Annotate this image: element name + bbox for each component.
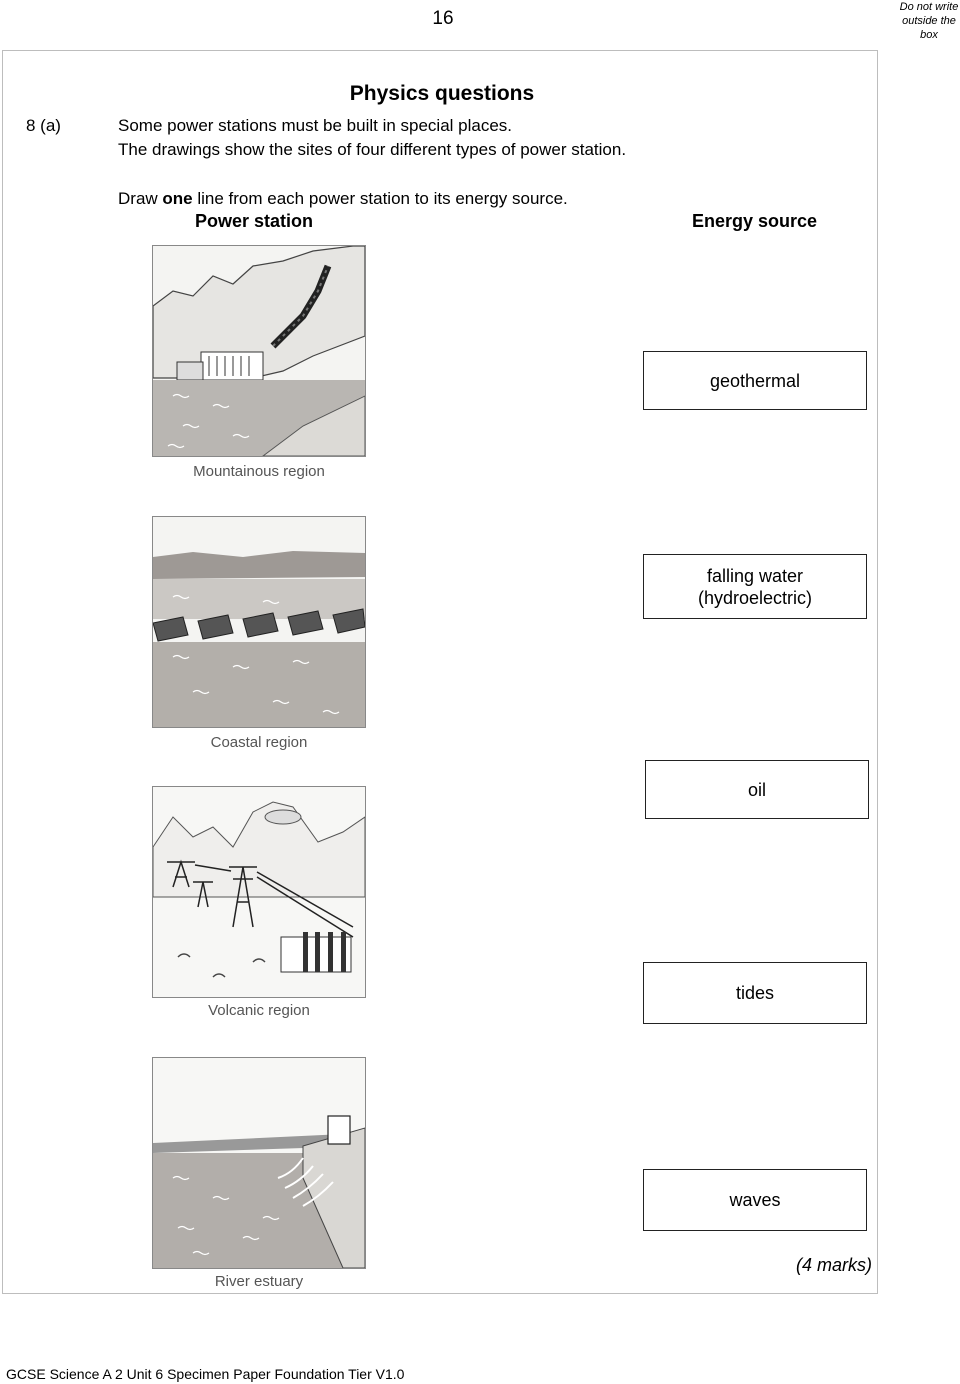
- energy-source-heading: Energy source: [692, 211, 818, 231]
- page-footer: GCSE Science A 2 Unit 6 Specimen Paper Foundation Tier V1.0: [6, 1366, 405, 1382]
- energy-label-hydroelectric: falling water (hydroelectric): [697, 565, 813, 608]
- question-number: 8 (a): [26, 116, 61, 135]
- geothermal-plant-drawing: [153, 787, 365, 997]
- hydroelectric-dam-drawing: [153, 246, 365, 456]
- answer-box: [2, 50, 878, 1294]
- page-number: 16: [432, 8, 454, 29]
- question-line-1: Some power stations must be built in special places.: [118, 116, 513, 135]
- energy-label-oil: oil: [747, 779, 766, 800]
- energy-label-waves: waves: [729, 1190, 781, 1210]
- energy-label-geothermal: geothermal: [709, 370, 801, 391]
- energy-label-tides: tides: [735, 983, 775, 1003]
- instruction: [118, 189, 568, 209]
- energy-box-waves[interactable]: [643, 1169, 867, 1231]
- energy-box-oil[interactable]: [645, 760, 869, 819]
- energy-box-tides[interactable]: [643, 962, 867, 1024]
- picture-caption-4: River estuary: [214, 1273, 304, 1290]
- instruction-pre: Draw: [118, 189, 163, 208]
- margin-note: Do not write outside the box: [899, 1, 959, 41]
- marks-allocation: (4 marks): [796, 1255, 872, 1275]
- question-line-2: The drawings show the sites of four different types of power station.: [118, 140, 627, 159]
- mountainous-region-picture[interactable]: [152, 245, 366, 457]
- energy-box-geothermal[interactable]: [643, 351, 867, 410]
- power-station-heading: Power station: [195, 211, 314, 231]
- wave-generator-drawing: [153, 517, 365, 727]
- energy-box-hydroelectric[interactable]: [643, 554, 867, 619]
- picture-caption-3: Volcanic region: [208, 1002, 310, 1019]
- instruction-post: line from each power station to its energy source.: [192, 189, 568, 208]
- picture-caption-2: Coastal region: [210, 734, 308, 751]
- instruction-bold: one: [162, 189, 193, 208]
- volcanic-region-picture[interactable]: [152, 786, 366, 998]
- tidal-barrage-drawing: [153, 1058, 365, 1268]
- river-estuary-picture[interactable]: [152, 1057, 366, 1269]
- section-title: Physics questions: [349, 82, 535, 105]
- picture-caption-1: Mountainous region: [193, 463, 325, 480]
- coastal-region-picture[interactable]: [152, 516, 366, 728]
